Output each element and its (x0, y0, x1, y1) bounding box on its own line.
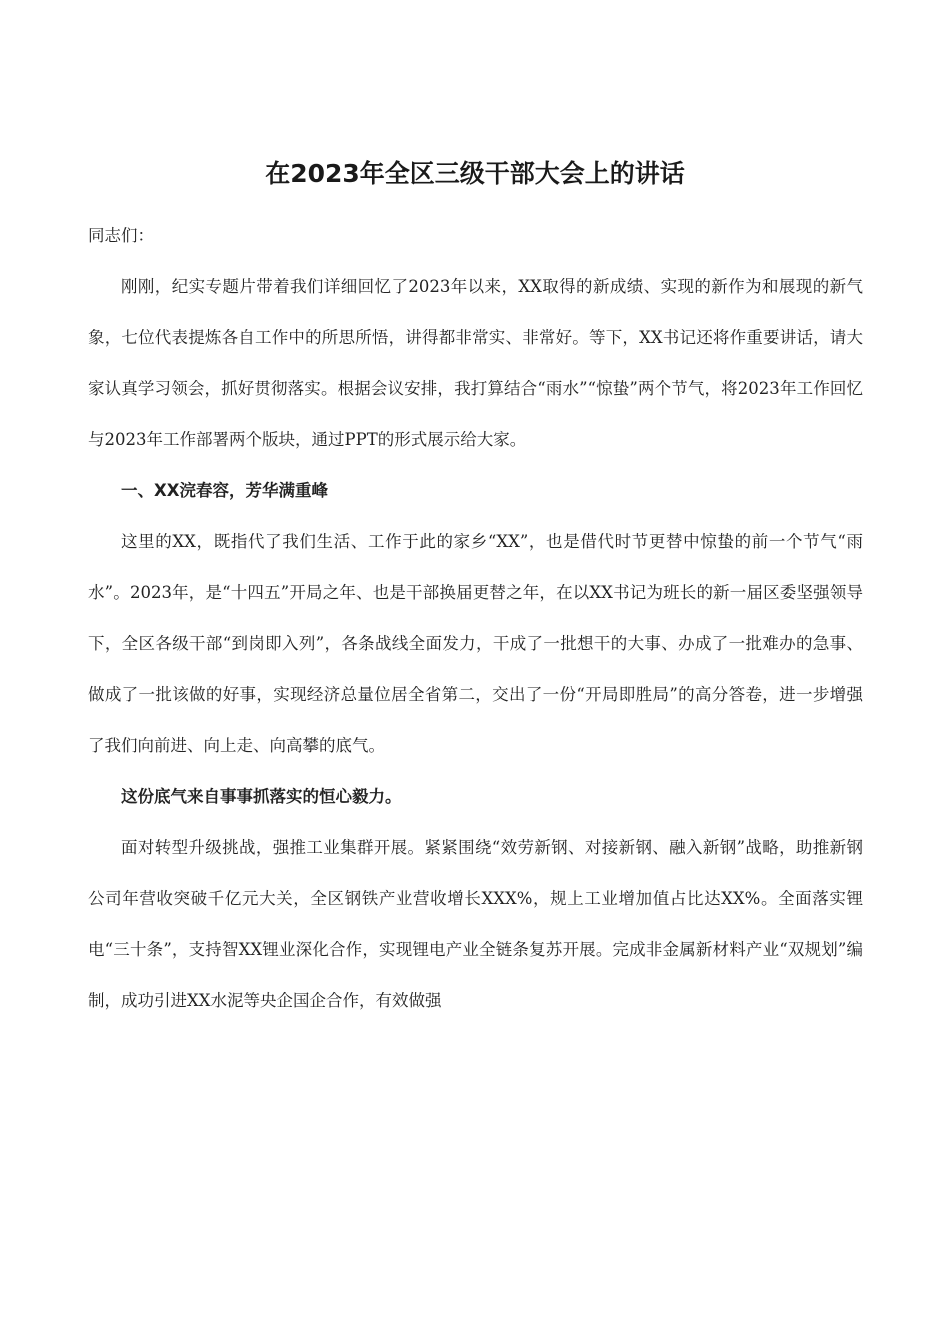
subheading-confidence: 这份底气来自事事抓落实的恒心毅力。 (121, 787, 402, 806)
paragraph-industry: 面对转型升级挑战，强推工业集群开展。紧紧围绕“效劳新钢、对接新钢、融入新钢”战略，助推新钢公司年营收突破千亿元大关，全区钢铁产业营收增长XXX%，规上工业增加值占比达XX%。全面落实锂电“三十条”，支持智XX锂业深化合作，实现锂电产业全链条复苏开展。完成非金属新材料产业“双规划”编制，成功引进XX水泥等央企国企合作，有效做强 (88, 838, 863, 1010)
document-body (88, 210, 863, 1026)
paragraph-section-1: 这里的XX，既指代了我们生活、工作于此的家乡“XX”，也是借代时节更替中惊蛰的前一个节气“雨水”。2023年，是“十四五”开局之年、也是干部换届更替之年，在以XX书记为班长的新一届区委坚强领导下，全区各级干部“到岗即入列”，各条战线全面发力，干成了一批想干的大事、办成了一批难办的急事、做成了一批该做的好事，实现经济总量位居全省第二，交出了一份“开局即胜局”的高分答卷，进一步增强了我们向前进、向上走、向高攀的底气。 (88, 532, 863, 755)
paragraph-intro: 刚刚，纪实专题片带着我们详细回忆了2023年以来，XX取得的新成绩、实现的新作为和展现的新气象，七位代表提炼各自工作中的所思所悟，讲得都非常实、非常好。等下，XX书记还将作重要讲话，请大家认真学习领会，抓好贯彻落实。根据会议安排，我打算结合“雨水”“惊蛰”两个节气，将2023年工作回忆与2023年工作部署两个版块，通过PPT的形式展示给大家。 (88, 277, 863, 449)
section-heading-1: 一、XX浣春容，芳华满重峰 (121, 481, 328, 500)
salutation: 同志们： (88, 226, 154, 245)
document-title: 在2023年全区三级干部大会上的讲话 (265, 159, 685, 188)
